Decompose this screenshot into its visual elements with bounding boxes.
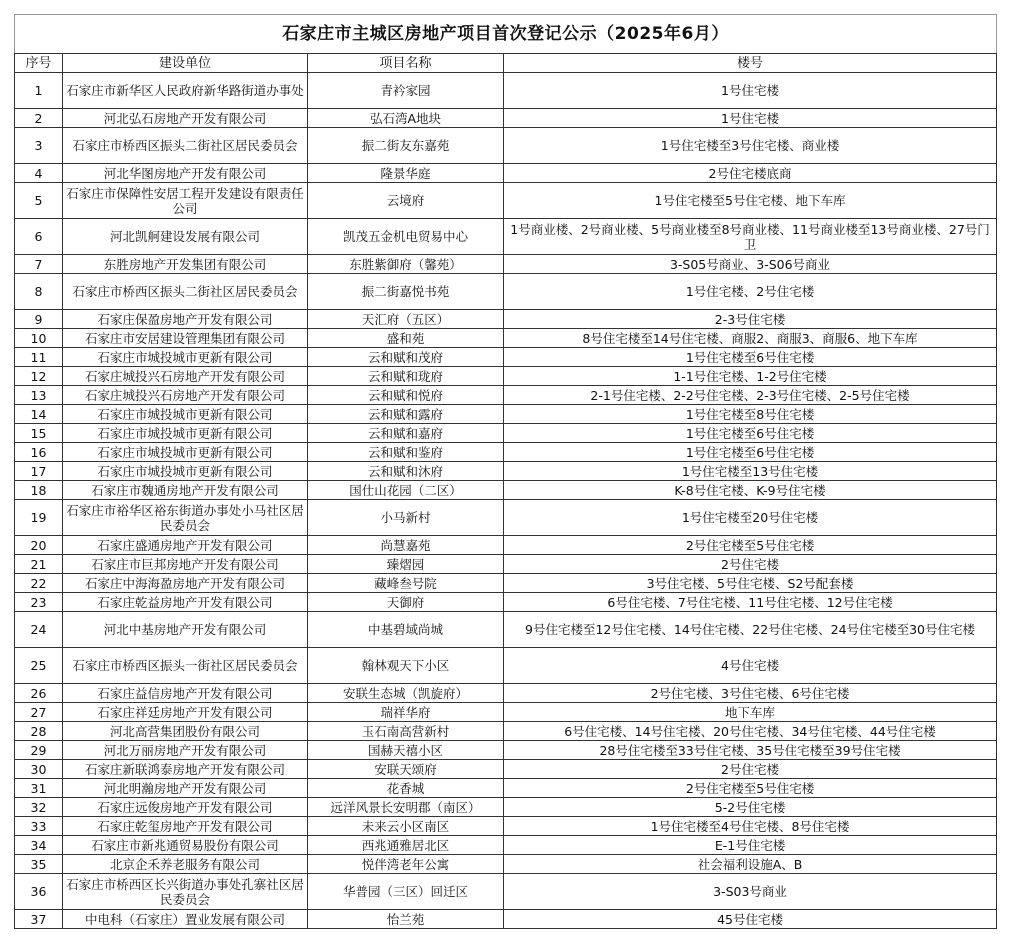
table-row: [15, 73, 997, 109]
announcement-sheet: [14, 14, 996, 929]
table-row: [15, 648, 997, 684]
table-row: [15, 310, 997, 329]
cell-no: 27: [15, 703, 63, 722]
cell-no: 16: [15, 443, 63, 462]
cell-building: 2-1号住宅楼、2-2号住宅楼、2-3号住宅楼、2-5号住宅楼: [504, 386, 997, 405]
cell-building: 8号住宅楼至14号住宅楼、商服2、商服3、商服6、地下车库: [504, 329, 997, 348]
cell-project: 国赫天禧小区: [308, 741, 504, 760]
cell-no: 29: [15, 741, 63, 760]
cell-no: 37: [15, 910, 63, 929]
cell-building: 1-1号住宅楼、1-2号住宅楼: [504, 367, 997, 386]
cell-building: K-8号住宅楼、K-9号住宅楼: [504, 481, 997, 500]
table-row: [15, 424, 997, 443]
cell-no: 32: [15, 798, 63, 817]
cell-unit: 石家庄市桥西区振头一街社区居民委员会: [63, 648, 308, 684]
cell-no: 13: [15, 386, 63, 405]
table-row: [15, 500, 997, 536]
table-row: [15, 481, 997, 500]
table-row: [15, 817, 997, 836]
table-row: [15, 367, 997, 386]
cell-project: 云和赋和珑府: [308, 367, 504, 386]
cell-no: 4: [15, 164, 63, 183]
cell-building: 1号住宅楼至5号住宅楼、地下车库: [504, 183, 997, 219]
table-row: [15, 219, 997, 255]
cell-project: 云和赋和鉴府: [308, 443, 504, 462]
cell-no: 19: [15, 500, 63, 536]
cell-unit: 石家庄保盈房地产开发有限公司: [63, 310, 308, 329]
cell-unit: 河北弘石房地产开发有限公司: [63, 109, 308, 128]
cell-building: 1号住宅楼至8号住宅楼: [504, 405, 997, 424]
table-row: [15, 836, 997, 855]
cell-building: 1号住宅楼: [504, 109, 997, 128]
cell-building: 9号住宅楼至12号住宅楼、14号住宅楼、22号住宅楼、24号住宅楼至30号住宅楼: [504, 612, 997, 648]
cell-unit: 石家庄乾玺房地产开发有限公司: [63, 817, 308, 836]
cell-project: 华普园（三区）回迁区: [308, 874, 504, 910]
cell-unit: 石家庄市城投城市更新有限公司: [63, 405, 308, 424]
table-row: [15, 798, 997, 817]
table-row: [15, 612, 997, 648]
cell-unit: 石家庄市裕华区裕东街道办事处小马社区居民委员会: [63, 500, 308, 536]
table-row: [15, 574, 997, 593]
cell-building: 6号住宅楼、7号住宅楼、11号住宅楼、12号住宅楼: [504, 593, 997, 612]
cell-project: 国仕山花园（二区）: [308, 481, 504, 500]
cell-building: 1号住宅楼至3号住宅楼、商业楼: [504, 128, 997, 164]
cell-project: 云和赋和嘉府: [308, 424, 504, 443]
cell-building: 2号住宅楼至5号住宅楼: [504, 779, 997, 798]
cell-project: 悦伴湾老年公寓: [308, 855, 504, 874]
cell-unit: 石家庄市城投城市更新有限公司: [63, 424, 308, 443]
cell-project: 安联生态城（凯旋府）: [308, 684, 504, 703]
table-row: [15, 855, 997, 874]
cell-unit: 河北万丽房地产开发有限公司: [63, 741, 308, 760]
cell-no: 2: [15, 109, 63, 128]
cell-no: 7: [15, 255, 63, 274]
cell-no: 17: [15, 462, 63, 481]
cell-unit: 中电科（石家庄）置业发展有限公司: [63, 910, 308, 929]
cell-building: 1号商业楼、2号商业楼、5号商业楼至8号商业楼、11号商业楼至13号商业楼、27号门卫: [504, 219, 997, 255]
cell-no: 3: [15, 128, 63, 164]
table-row: [15, 128, 997, 164]
cell-unit: 北京企禾养老服务有限公司: [63, 855, 308, 874]
cell-building: 2号住宅楼、3号住宅楼、6号住宅楼: [504, 684, 997, 703]
cell-project: 盛和苑: [308, 329, 504, 348]
cell-building: 2-3号住宅楼: [504, 310, 997, 329]
cell-unit: 石家庄市城投城市更新有限公司: [63, 443, 308, 462]
cell-project: 云和赋和露府: [308, 405, 504, 424]
cell-project: 远洋风景长安明郡（南区）: [308, 798, 504, 817]
cell-unit: 河北中基房地产开发有限公司: [63, 612, 308, 648]
cell-no: 30: [15, 760, 63, 779]
cell-unit: 石家庄乾益房地产开发有限公司: [63, 593, 308, 612]
cell-project: 隆景华庭: [308, 164, 504, 183]
cell-no: 6: [15, 219, 63, 255]
cell-project: 弘石湾A地块: [308, 109, 504, 128]
cell-project: 瑞祥华府: [308, 703, 504, 722]
cell-project: 云境府: [308, 183, 504, 219]
cell-unit: 河北华图房地产开发有限公司: [63, 164, 308, 183]
cell-project: 东胜紫御府（馨苑）: [308, 255, 504, 274]
cell-project: 天汇府（五区）: [308, 310, 504, 329]
cell-project: 云和赋和悦府: [308, 386, 504, 405]
cell-project: 怡兰苑: [308, 910, 504, 929]
cell-no: 12: [15, 367, 63, 386]
cell-building: 1号住宅楼至4号住宅楼、8号住宅楼: [504, 817, 997, 836]
cell-project: 翰林观天下小区: [308, 648, 504, 684]
cell-no: 35: [15, 855, 63, 874]
cell-project: 藏峰叁号院: [308, 574, 504, 593]
table-row: [15, 164, 997, 183]
cell-building: 2号住宅楼至5号住宅楼: [504, 536, 997, 555]
cell-no: 24: [15, 612, 63, 648]
cell-no: 26: [15, 684, 63, 703]
table-row: [15, 443, 997, 462]
cell-building: 1号住宅楼至6号住宅楼: [504, 348, 997, 367]
cell-building: 1号住宅楼、2号住宅楼: [504, 274, 997, 310]
cell-unit: 河北高营集团股份有限公司: [63, 722, 308, 741]
cell-no: 9: [15, 310, 63, 329]
table-row: [15, 779, 997, 798]
cell-building: 1号住宅楼: [504, 73, 997, 109]
cell-unit: 石家庄城投兴石房地产开发有限公司: [63, 386, 308, 405]
cell-building: 45号住宅楼: [504, 910, 997, 929]
cell-unit: 石家庄市新华区人民政府新华路街道办事处: [63, 73, 308, 109]
cell-unit: 石家庄市魏通房地产开发有限公司: [63, 481, 308, 500]
cell-building: 3-S03号商业: [504, 874, 997, 910]
table-row: [15, 536, 997, 555]
table-row: [15, 703, 997, 722]
cell-unit: 石家庄市桥西区振头二街社区居民委员会: [63, 274, 308, 310]
cell-project: 花香城: [308, 779, 504, 798]
cell-project: 云和赋和茂府: [308, 348, 504, 367]
cell-no: 31: [15, 779, 63, 798]
cell-building: 4号住宅楼: [504, 648, 997, 684]
cell-unit: 石家庄市新兆通贸易股份有限公司: [63, 836, 308, 855]
cell-no: 8: [15, 274, 63, 310]
column-header-building: 楼号: [504, 54, 997, 73]
cell-no: 21: [15, 555, 63, 574]
column-header-project: 项目名称: [308, 54, 504, 73]
table-row: [15, 741, 997, 760]
cell-no: 18: [15, 481, 63, 500]
cell-no: 33: [15, 817, 63, 836]
cell-building: 2号住宅楼: [504, 555, 997, 574]
cell-unit: 石家庄市城投城市更新有限公司: [63, 462, 308, 481]
cell-project: 臻熠园: [308, 555, 504, 574]
table-row: [15, 274, 997, 310]
cell-unit: 石家庄城投兴石房地产开发有限公司: [63, 367, 308, 386]
cell-no: 20: [15, 536, 63, 555]
cell-project: 青衿家园: [308, 73, 504, 109]
cell-building: 地下车库: [504, 703, 997, 722]
cell-no: 11: [15, 348, 63, 367]
cell-project: 西兆通雅居北区: [308, 836, 504, 855]
table-row: [15, 109, 997, 128]
table-row: [15, 386, 997, 405]
cell-building: 社会福利设施A、B: [504, 855, 997, 874]
cell-project: 云和赋和沐府: [308, 462, 504, 481]
cell-unit: 河北凯舸建设发展有限公司: [63, 219, 308, 255]
cell-unit: 石家庄盛通房地产开发有限公司: [63, 536, 308, 555]
cell-building: 3-S05号商业、3-S06号商业: [504, 255, 997, 274]
cell-no: 10: [15, 329, 63, 348]
cell-building: 1号住宅楼至6号住宅楼: [504, 424, 997, 443]
cell-building: 1号住宅楼至13号住宅楼: [504, 462, 997, 481]
cell-building: E-1号住宅楼: [504, 836, 997, 855]
cell-no: 34: [15, 836, 63, 855]
cell-building: 2号住宅楼底商: [504, 164, 997, 183]
page-title: 石家庄市主城区房地产项目首次登记公示（2025年6月）: [15, 15, 997, 54]
cell-unit: 石家庄祥廷房地产开发有限公司: [63, 703, 308, 722]
cell-unit: 石家庄中海海盈房地产开发有限公司: [63, 574, 308, 593]
cell-no: 36: [15, 874, 63, 910]
cell-project: 振二街嘉悦书苑: [308, 274, 504, 310]
column-header-unit: 建设单位: [63, 54, 308, 73]
cell-building: 6号住宅楼、14号住宅楼、20号住宅楼、34号住宅楼、44号住宅楼: [504, 722, 997, 741]
table-row: [15, 760, 997, 779]
cell-project: 未来云小区南区: [308, 817, 504, 836]
table-row: [15, 684, 997, 703]
table-row: [15, 255, 997, 274]
table-row: [15, 555, 997, 574]
cell-no: 14: [15, 405, 63, 424]
cell-unit: 石家庄市安居建设管理集团有限公司: [63, 329, 308, 348]
table-row: [15, 722, 997, 741]
cell-building: 1号住宅楼至20号住宅楼: [504, 500, 997, 536]
cell-unit: 河北明瀚房地产开发有限公司: [63, 779, 308, 798]
registration-table: [14, 14, 997, 929]
table-row: [15, 183, 997, 219]
cell-unit: 石家庄市桥西区长兴街道办事处孔寨社区居民委员会: [63, 874, 308, 910]
cell-unit: 石家庄市城投城市更新有限公司: [63, 348, 308, 367]
cell-unit: 石家庄远俊房地产开发有限公司: [63, 798, 308, 817]
cell-project: 振二街友东嘉苑: [308, 128, 504, 164]
cell-building: 1号住宅楼至6号住宅楼: [504, 443, 997, 462]
cell-no: 22: [15, 574, 63, 593]
cell-unit: 石家庄市桥西区振头二街社区居民委员会: [63, 128, 308, 164]
cell-project: 安联天颂府: [308, 760, 504, 779]
table-row: [15, 348, 997, 367]
cell-unit: 东胜房地产开发集团有限公司: [63, 255, 308, 274]
cell-project: 小马新村: [308, 500, 504, 536]
table-row: [15, 874, 997, 910]
cell-unit: 石家庄市保障性安居工程开发建设有限责任公司: [63, 183, 308, 219]
cell-project: 中基碧域尚城: [308, 612, 504, 648]
cell-building: 2号住宅楼: [504, 760, 997, 779]
cell-unit: 石家庄新联鸿泰房地产开发有限公司: [63, 760, 308, 779]
cell-no: 1: [15, 73, 63, 109]
header-row: [15, 54, 997, 73]
cell-project: 天御府: [308, 593, 504, 612]
table-row: [15, 593, 997, 612]
table-row: [15, 329, 997, 348]
table-row: [15, 462, 997, 481]
cell-project: 尚慧嘉苑: [308, 536, 504, 555]
cell-unit: 石家庄市巨邦房地产开发有限公司: [63, 555, 308, 574]
cell-unit: 石家庄益信房地产开发有限公司: [63, 684, 308, 703]
cell-no: 15: [15, 424, 63, 443]
cell-project: 凯茂五金机电贸易中心: [308, 219, 504, 255]
cell-no: 23: [15, 593, 63, 612]
cell-no: 25: [15, 648, 63, 684]
cell-project: 玉石南高营新村: [308, 722, 504, 741]
table-row: [15, 910, 997, 929]
column-header-no: 序号: [15, 54, 63, 73]
cell-building: 28号住宅楼至33号住宅楼、35号住宅楼至39号住宅楼: [504, 741, 997, 760]
cell-no: 5: [15, 183, 63, 219]
table-row: [15, 405, 997, 424]
cell-building: 5-2号住宅楼: [504, 798, 997, 817]
cell-no: 28: [15, 722, 63, 741]
cell-building: 3号住宅楼、5号住宅楼、S2号配套楼: [504, 574, 997, 593]
